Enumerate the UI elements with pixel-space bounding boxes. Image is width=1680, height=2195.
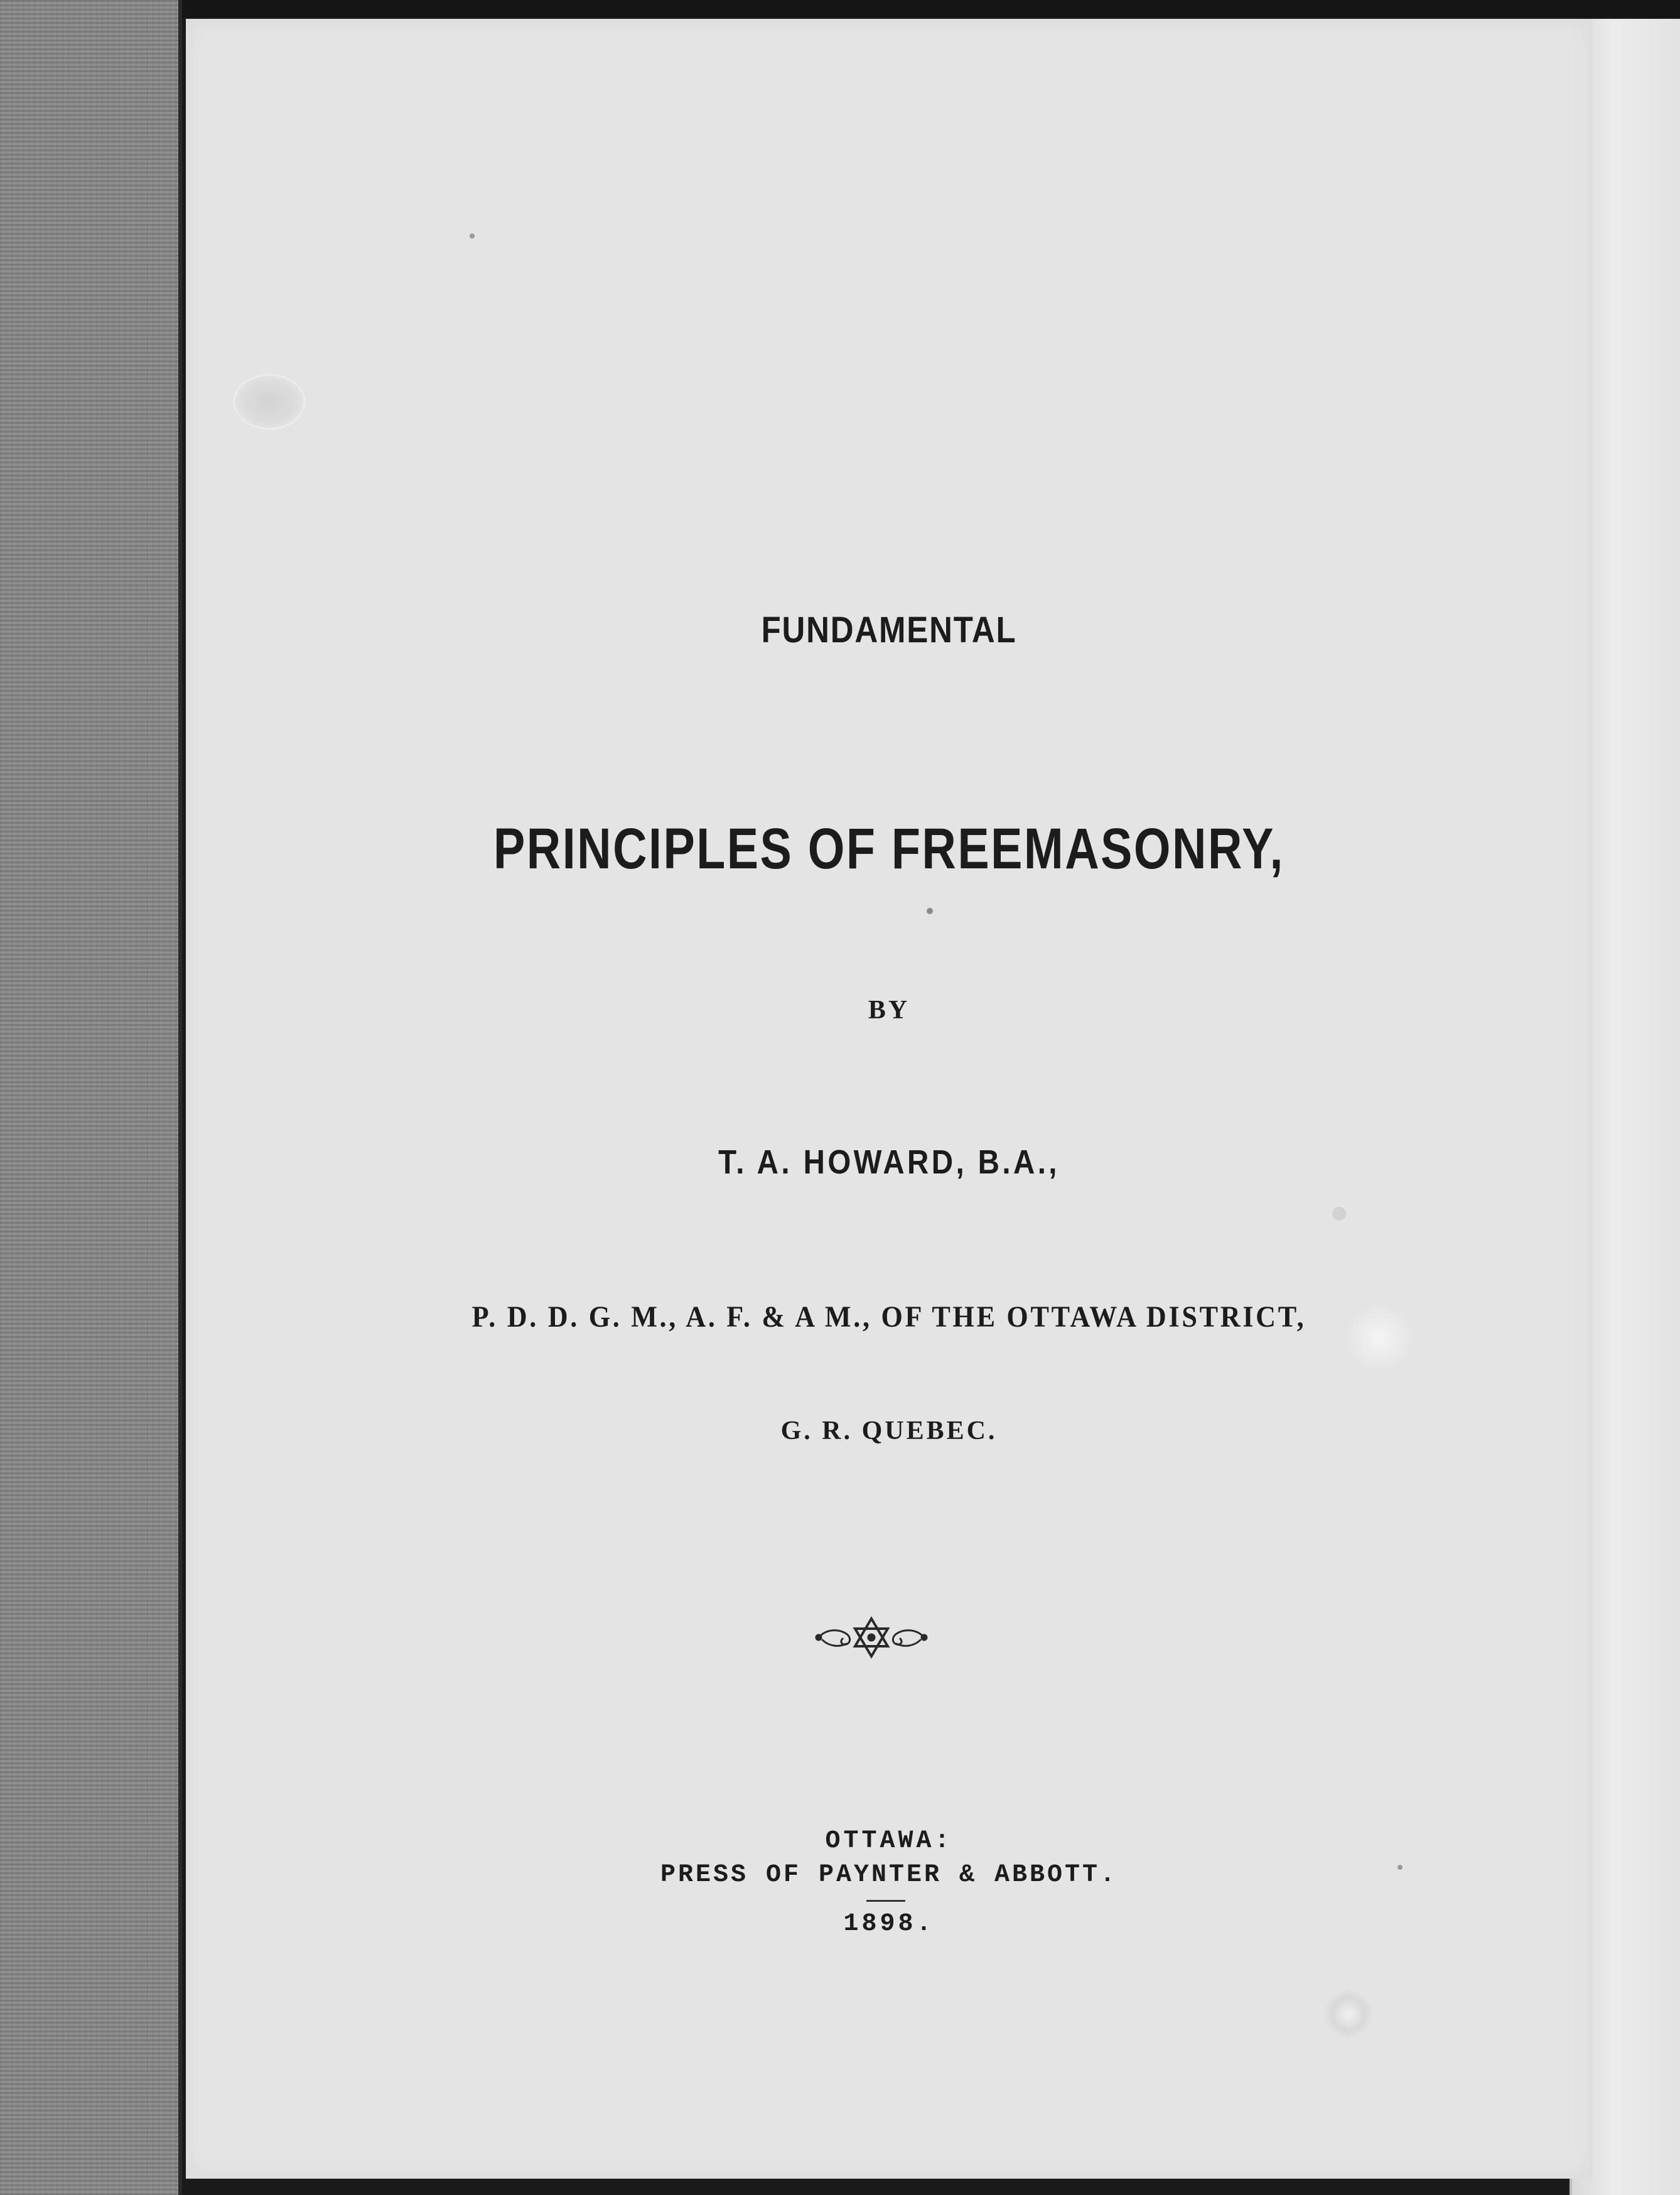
scan-top-border — [0, 0, 1680, 18]
paper-spot — [927, 908, 933, 914]
title-line-1: FUNDAMENTAL — [761, 610, 1017, 650]
imprint-publisher: PRESS OF PAYNTER & ABBOTT. — [660, 1861, 1118, 1889]
jurisdiction: G. R. QUEBEC. — [780, 1416, 998, 1445]
by-line: BY — [868, 996, 910, 1025]
author-credentials: P. D. D. G. M., A. F. & A M., OF THE OTTAWA DISTRICT, — [471, 1300, 1306, 1334]
title-page — [186, 19, 1592, 2179]
imprint-year: 1898. — [843, 1910, 935, 1938]
paper-spot — [470, 234, 475, 239]
book-title: PRINCIPLES OF FREEMASONRY, — [493, 817, 1284, 881]
paper-spot — [234, 374, 305, 429]
star-of-david-ornament-icon — [814, 1612, 929, 1663]
imprint-divider — [866, 1900, 905, 1902]
book-binding — [0, 0, 182, 2195]
paper-spot — [1332, 1207, 1346, 1221]
imprint-city: OTTAWA: — [825, 1827, 953, 1855]
author-name: T. A. HOWARD, B.A., — [718, 1143, 1060, 1181]
paper-spot — [1323, 1989, 1374, 2039]
